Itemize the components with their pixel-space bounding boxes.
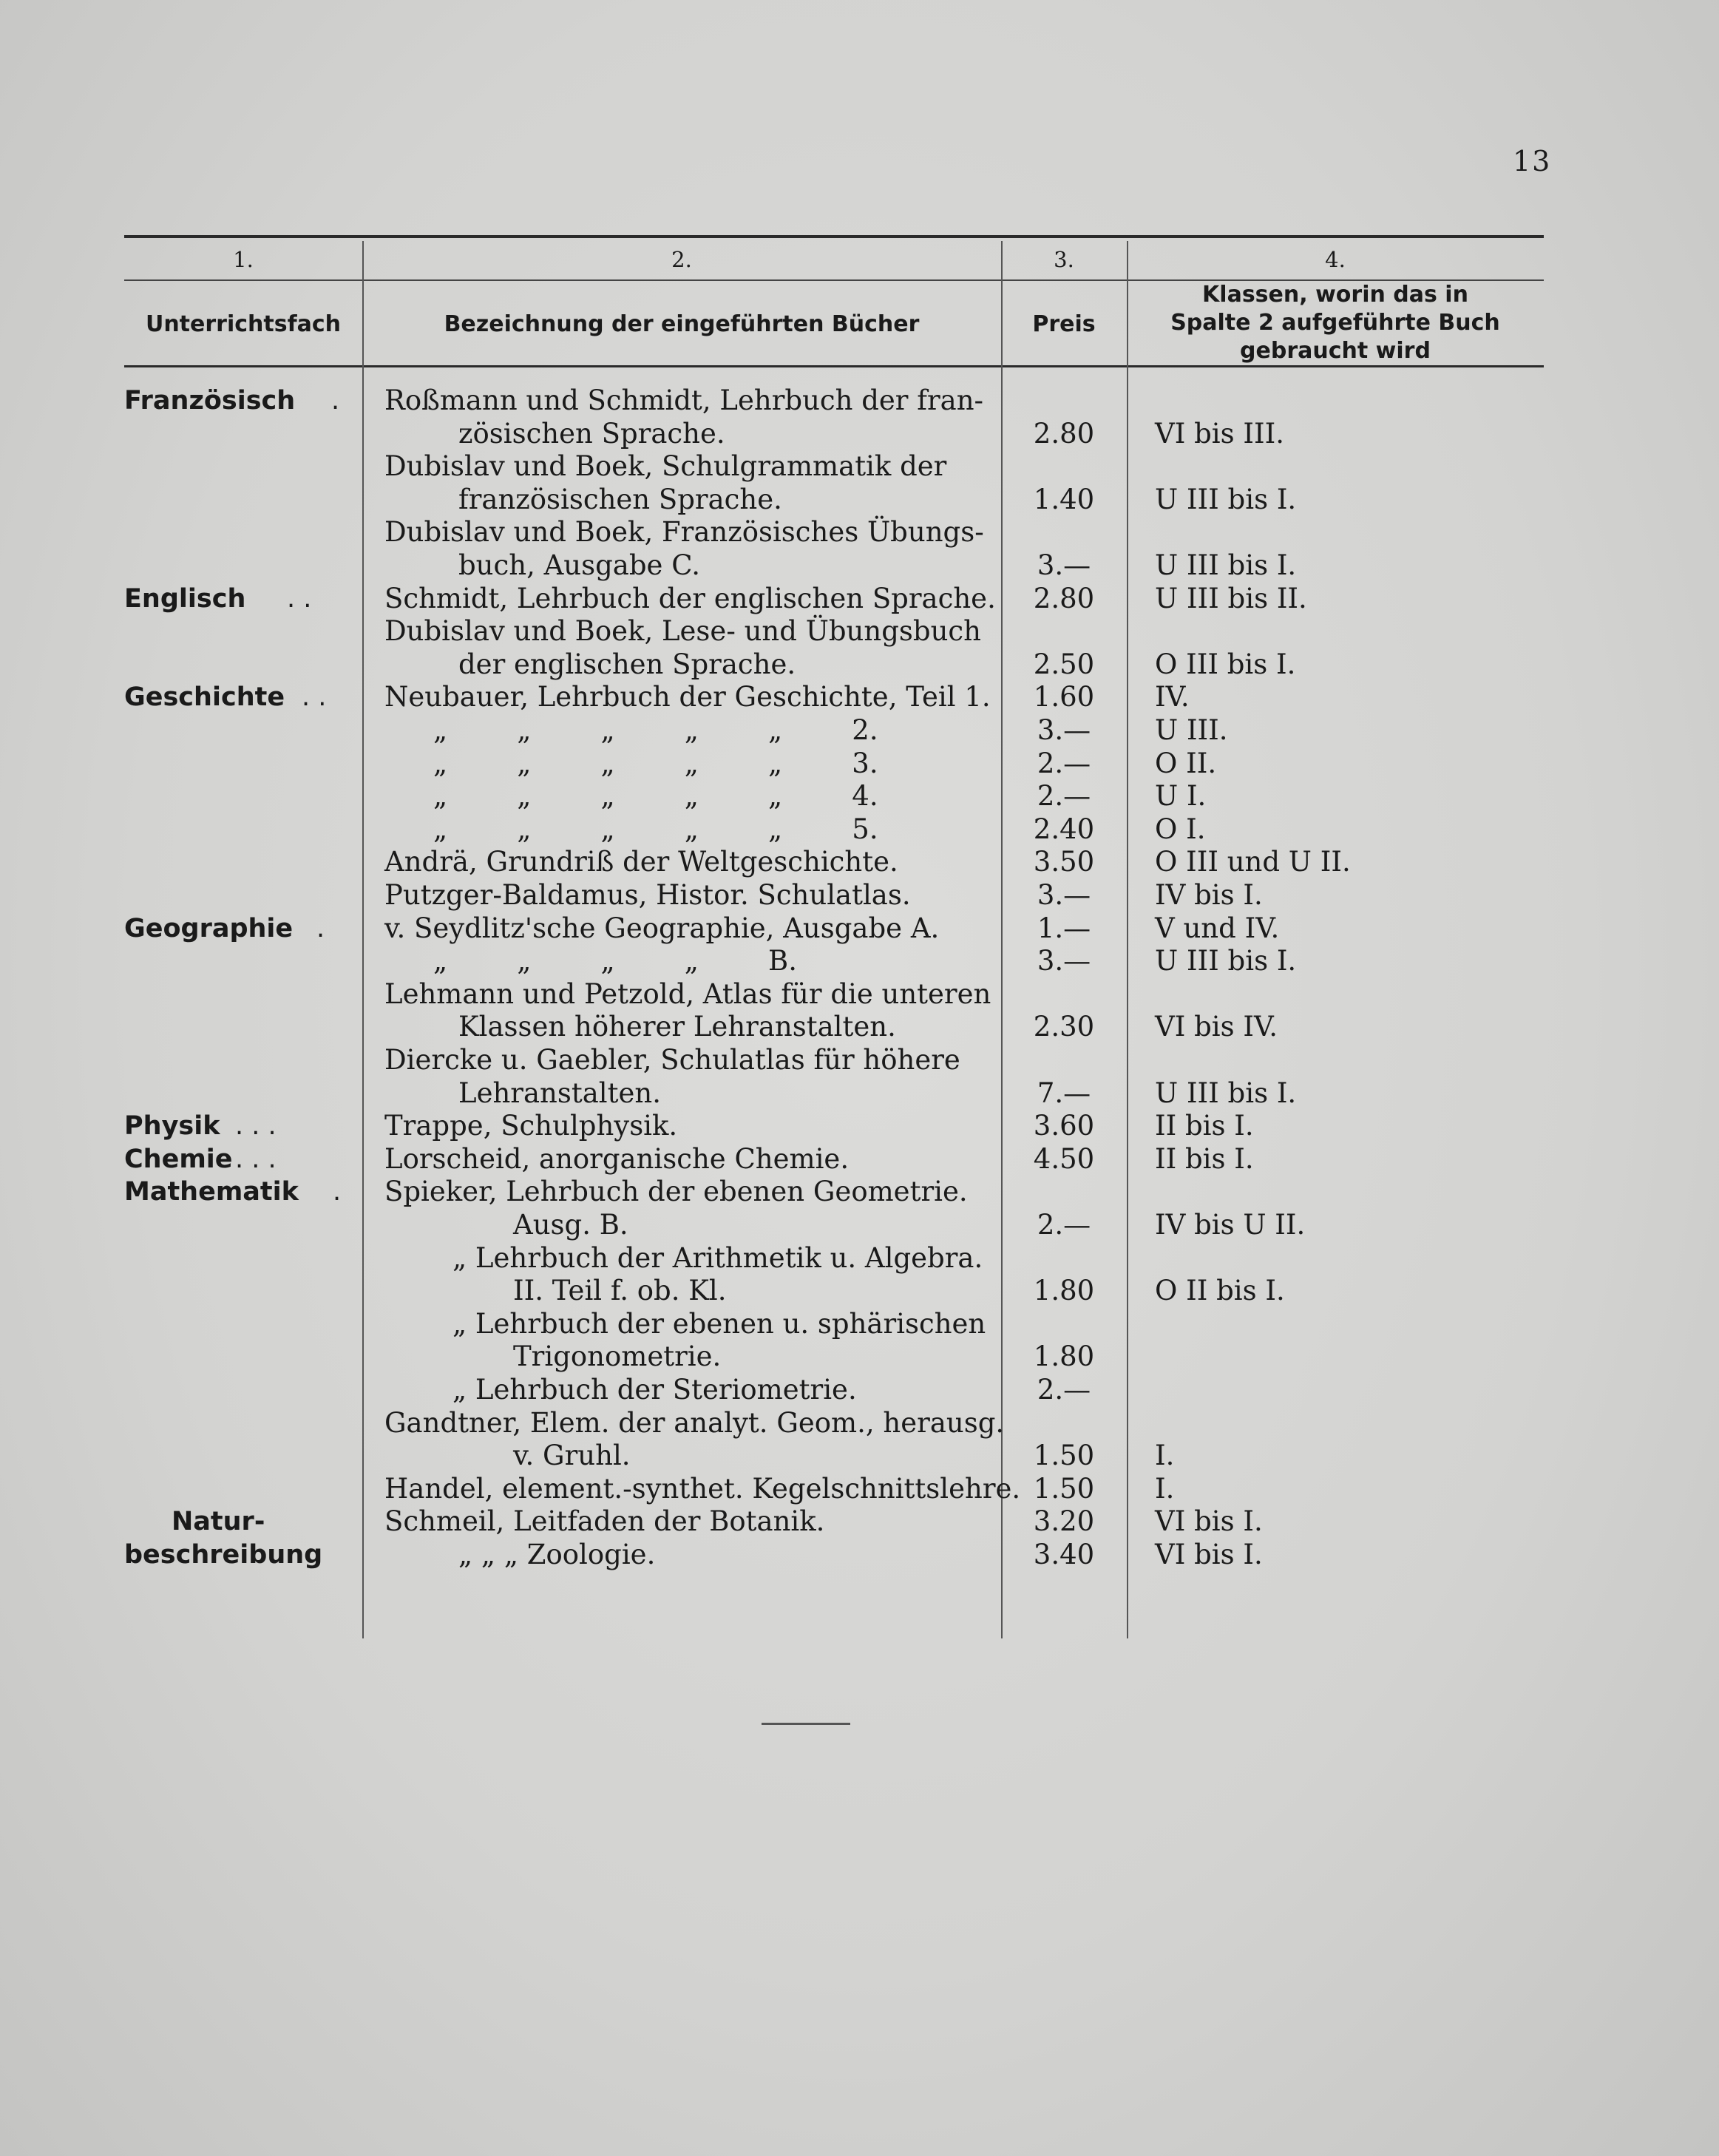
book-title: Trappe, Schulphysik. <box>384 1110 678 1142</box>
header-subject: Unterrichtsfach <box>145 311 342 337</box>
book-title: französischen Sprache. <box>458 483 782 515</box>
table-row <box>0 912 1719 946</box>
price-cell: 1.80 <box>1033 1275 1095 1307</box>
price-cell: 3.20 <box>1033 1505 1095 1538</box>
book-title: „ „ „ „ „ 4. <box>433 780 878 813</box>
classes-cell: U III bis I. <box>1155 945 1297 977</box>
classes-cell: U III bis I. <box>1155 549 1297 581</box>
table-row <box>0 1043 1719 1077</box>
leader-dots: . . <box>302 682 327 713</box>
header-bottom-rule <box>124 365 1544 367</box>
header-books: Bezeichnung der eingeführten Bücher <box>444 311 920 337</box>
classes-cell: U III. <box>1155 714 1228 746</box>
subject-label: Natur- <box>172 1507 265 1537</box>
table-row <box>0 845 1719 879</box>
book-title: zösischen Sprache. <box>458 417 725 450</box>
table-row <box>0 1077 1719 1111</box>
book-title: „ Lehrbuch der ebenen u. sphärischen <box>452 1307 986 1340</box>
table-row <box>0 515 1719 549</box>
book-title: Diercke u. Gaebler, Schulatlas für höhere <box>384 1044 960 1076</box>
book-title: „ „ „ „ „ 3. <box>433 747 878 779</box>
price-cell: 2.— <box>1037 1209 1091 1241</box>
classes-cell: VI bis I. <box>1155 1539 1263 1570</box>
book-title: Lehmann und Petzold, Atlas für die unteren <box>384 977 991 1010</box>
classes-cell: VI bis I. <box>1155 1505 1263 1538</box>
price-cell: 1.40 <box>1033 483 1095 515</box>
subject-label: Französisch <box>124 386 296 416</box>
book-title: Lorscheid, anorganische Chemie. <box>384 1142 850 1175</box>
table-row <box>0 1109 1719 1143</box>
classes-cell: VI bis IV. <box>1155 1011 1278 1043</box>
book-title: II. Teil f. ob. Kl. <box>513 1275 727 1307</box>
price-cell: 2.— <box>1037 780 1091 813</box>
table-row <box>0 1307 1719 1341</box>
table-row <box>0 450 1719 484</box>
classes-cell: O III bis I. <box>1155 648 1296 680</box>
price-cell: 1.— <box>1037 912 1091 944</box>
classes-cell: O III und U II. <box>1155 846 1351 878</box>
table-row <box>0 1373 1719 1407</box>
price-cell: 1.50 <box>1033 1472 1095 1505</box>
price-cell: 4.50 <box>1033 1142 1095 1175</box>
price-cell: 2.— <box>1037 1374 1091 1406</box>
table-row <box>0 1142 1719 1176</box>
classes-cell: I. <box>1155 1472 1175 1505</box>
subject-label: Geschichte <box>124 682 285 713</box>
book-title: Spieker, Lehrbuch der ebenen Geometrie. <box>384 1176 968 1208</box>
subject-label: Mathematik <box>124 1177 299 1207</box>
classes-cell: U III bis II. <box>1155 582 1307 614</box>
table-row <box>0 1175 1719 1209</box>
table-row <box>0 779 1719 813</box>
table-row <box>0 614 1719 648</box>
table-row <box>0 1010 1719 1044</box>
table-row <box>0 747 1719 781</box>
book-title: Dubislav und Boek, Lese- und Übungsbuch <box>384 615 981 648</box>
classes-cell: II bis I. <box>1155 1142 1254 1175</box>
price-cell: 3.— <box>1037 879 1091 911</box>
subject-label: Geographie <box>124 913 294 943</box>
price-cell: 2.30 <box>1033 1011 1095 1043</box>
classes-cell: IV. <box>1155 681 1190 713</box>
classes-cell: U I. <box>1155 780 1207 813</box>
price-cell: 2.50 <box>1033 648 1095 680</box>
header-classes <box>1127 281 1544 365</box>
subject-cell <box>124 1175 353 1209</box>
book-title: Schmeil, Leitfaden der Botanik. <box>384 1505 825 1538</box>
book-title: Roßmann und Schmidt, Lehrbuch der fran- <box>384 384 984 416</box>
subject-label: Physik <box>124 1111 220 1142</box>
subject-cell <box>124 384 353 418</box>
book-title: „ Lehrbuch der Arithmetik u. Algebra. <box>452 1241 983 1274</box>
subject-label: Englisch <box>124 583 246 614</box>
subject-cell <box>124 1109 353 1143</box>
price-cell: 3.50 <box>1033 846 1095 878</box>
table-row <box>0 713 1719 748</box>
subject-cell <box>172 1505 401 1539</box>
table-row <box>0 1274 1719 1308</box>
price-cell: 3.60 <box>1033 1110 1095 1142</box>
column-number-3: 3. <box>1054 247 1074 272</box>
header-price: Preis <box>1032 311 1096 337</box>
book-title: „ „ „ „ B. <box>433 945 797 977</box>
classes-cell: VI bis III. <box>1155 417 1284 450</box>
book-title: Klassen höherer Lehranstalten. <box>458 1011 896 1043</box>
table-row <box>0 1406 1719 1440</box>
classes-cell: U III bis I. <box>1155 483 1297 515</box>
price-cell: 3.— <box>1037 714 1091 746</box>
header-classes-line: gebraucht wird <box>1240 338 1431 364</box>
price-cell: 3.— <box>1037 945 1091 977</box>
table-row <box>0 977 1719 1011</box>
classes-cell: U III bis I. <box>1155 1077 1297 1109</box>
table-row <box>0 1472 1719 1506</box>
book-title: Ausg. B. <box>513 1209 628 1241</box>
leader-dots: . . . <box>235 1111 277 1142</box>
book-title: Dubislav und Boek, Schulgrammatik der <box>384 450 947 483</box>
classes-cell: II bis I. <box>1155 1110 1254 1142</box>
header-classes-line: Klassen, worin das in <box>1202 282 1468 308</box>
column-number-4: 4. <box>1325 247 1346 272</box>
book-title: „ „ „ „ „ 2. <box>433 714 878 746</box>
book-title: „ „ „ Zoologie. <box>458 1539 656 1570</box>
subject-cell <box>124 1142 353 1176</box>
price-cell: 2.80 <box>1033 582 1095 614</box>
subject-label: Chemie <box>124 1144 233 1174</box>
book-title: Lehranstalten. <box>458 1077 661 1109</box>
table-row <box>0 1340 1719 1374</box>
table-row <box>0 813 1719 847</box>
book-title: Handel, element.-synthet. Kegelschnittslehre. <box>384 1472 1021 1505</box>
table-row <box>0 549 1719 583</box>
classes-cell: O II bis I. <box>1155 1275 1285 1307</box>
leader-dots: . <box>333 1177 342 1207</box>
price-cell: 2.— <box>1037 747 1091 779</box>
table-row <box>0 1208 1719 1242</box>
book-title: der englischen Sprache. <box>458 648 796 680</box>
table-row <box>0 1505 1719 1539</box>
table-row <box>0 1538 1719 1572</box>
end-divider <box>762 1723 850 1725</box>
header-classes-line: Spalte 2 aufgeführte Buch <box>1170 310 1500 336</box>
price-cell: 2.80 <box>1033 417 1095 450</box>
book-title: buch, Ausgabe C. <box>458 549 700 581</box>
table-row <box>0 1439 1719 1473</box>
leader-dots: . <box>316 913 325 943</box>
column-number-2: 2. <box>671 247 692 272</box>
price-cell: 2.40 <box>1033 813 1095 845</box>
price-cell: 1.80 <box>1033 1340 1095 1373</box>
price-cell: 1.50 <box>1033 1440 1095 1472</box>
book-title: v. Seydlitz'sche Geographie, Ausgabe A. <box>384 912 940 944</box>
table-row <box>0 1241 1719 1275</box>
classes-cell: V und IV. <box>1155 912 1280 944</box>
subject-label: beschreibung <box>124 1540 323 1570</box>
book-title: Trigonometrie. <box>513 1340 722 1373</box>
book-title: Gandtner, Elem. der analyt. Geom., herausg. <box>384 1406 1005 1439</box>
classes-cell: O I. <box>1155 813 1206 845</box>
book-title: v. Gruhl. <box>513 1440 631 1472</box>
table-row <box>0 417 1719 451</box>
subject-cell <box>124 582 353 616</box>
classes-cell: IV bis U II. <box>1155 1209 1306 1241</box>
table-row <box>0 483 1719 517</box>
column-number-1: 1. <box>233 247 254 272</box>
book-title: „ „ „ „ „ 5. <box>433 813 878 845</box>
page-number: 13 <box>1513 145 1552 177</box>
book-title: Dubislav und Boek, Französisches Übungs- <box>384 516 984 549</box>
book-title: Schmidt, Lehrbuch der englischen Sprache. <box>384 582 996 614</box>
table-row <box>0 878 1719 912</box>
price-cell: 1.60 <box>1033 681 1095 713</box>
classes-cell: IV bis I. <box>1155 879 1263 911</box>
classes-cell: I. <box>1155 1440 1175 1472</box>
subject-cell <box>124 680 353 714</box>
leader-dots: . . <box>287 583 312 614</box>
book-title: Andrä, Grundriß der Weltgeschichte. <box>384 846 898 878</box>
book-title: „ Lehrbuch der Steriometrie. <box>452 1374 857 1406</box>
leader-dots: . <box>331 386 340 416</box>
price-cell: 3.— <box>1037 549 1091 581</box>
top-rule <box>124 235 1544 238</box>
classes-cell: O II. <box>1155 747 1217 779</box>
book-title: Neubauer, Lehrbuch der Geschichte, Teil 1. <box>384 681 991 713</box>
book-title: Putzger-Baldamus, Histor. Schulatlas. <box>384 879 911 911</box>
table-row <box>0 680 1719 714</box>
leader-dots: . . . <box>235 1144 277 1174</box>
subject-cell <box>124 1538 353 1572</box>
table-row <box>0 582 1719 616</box>
price-cell: 7.— <box>1037 1077 1091 1109</box>
subject-cell <box>124 912 353 946</box>
table-row <box>0 944 1719 978</box>
table-row <box>0 648 1719 682</box>
price-cell: 3.40 <box>1033 1539 1095 1570</box>
table-row <box>0 384 1719 418</box>
